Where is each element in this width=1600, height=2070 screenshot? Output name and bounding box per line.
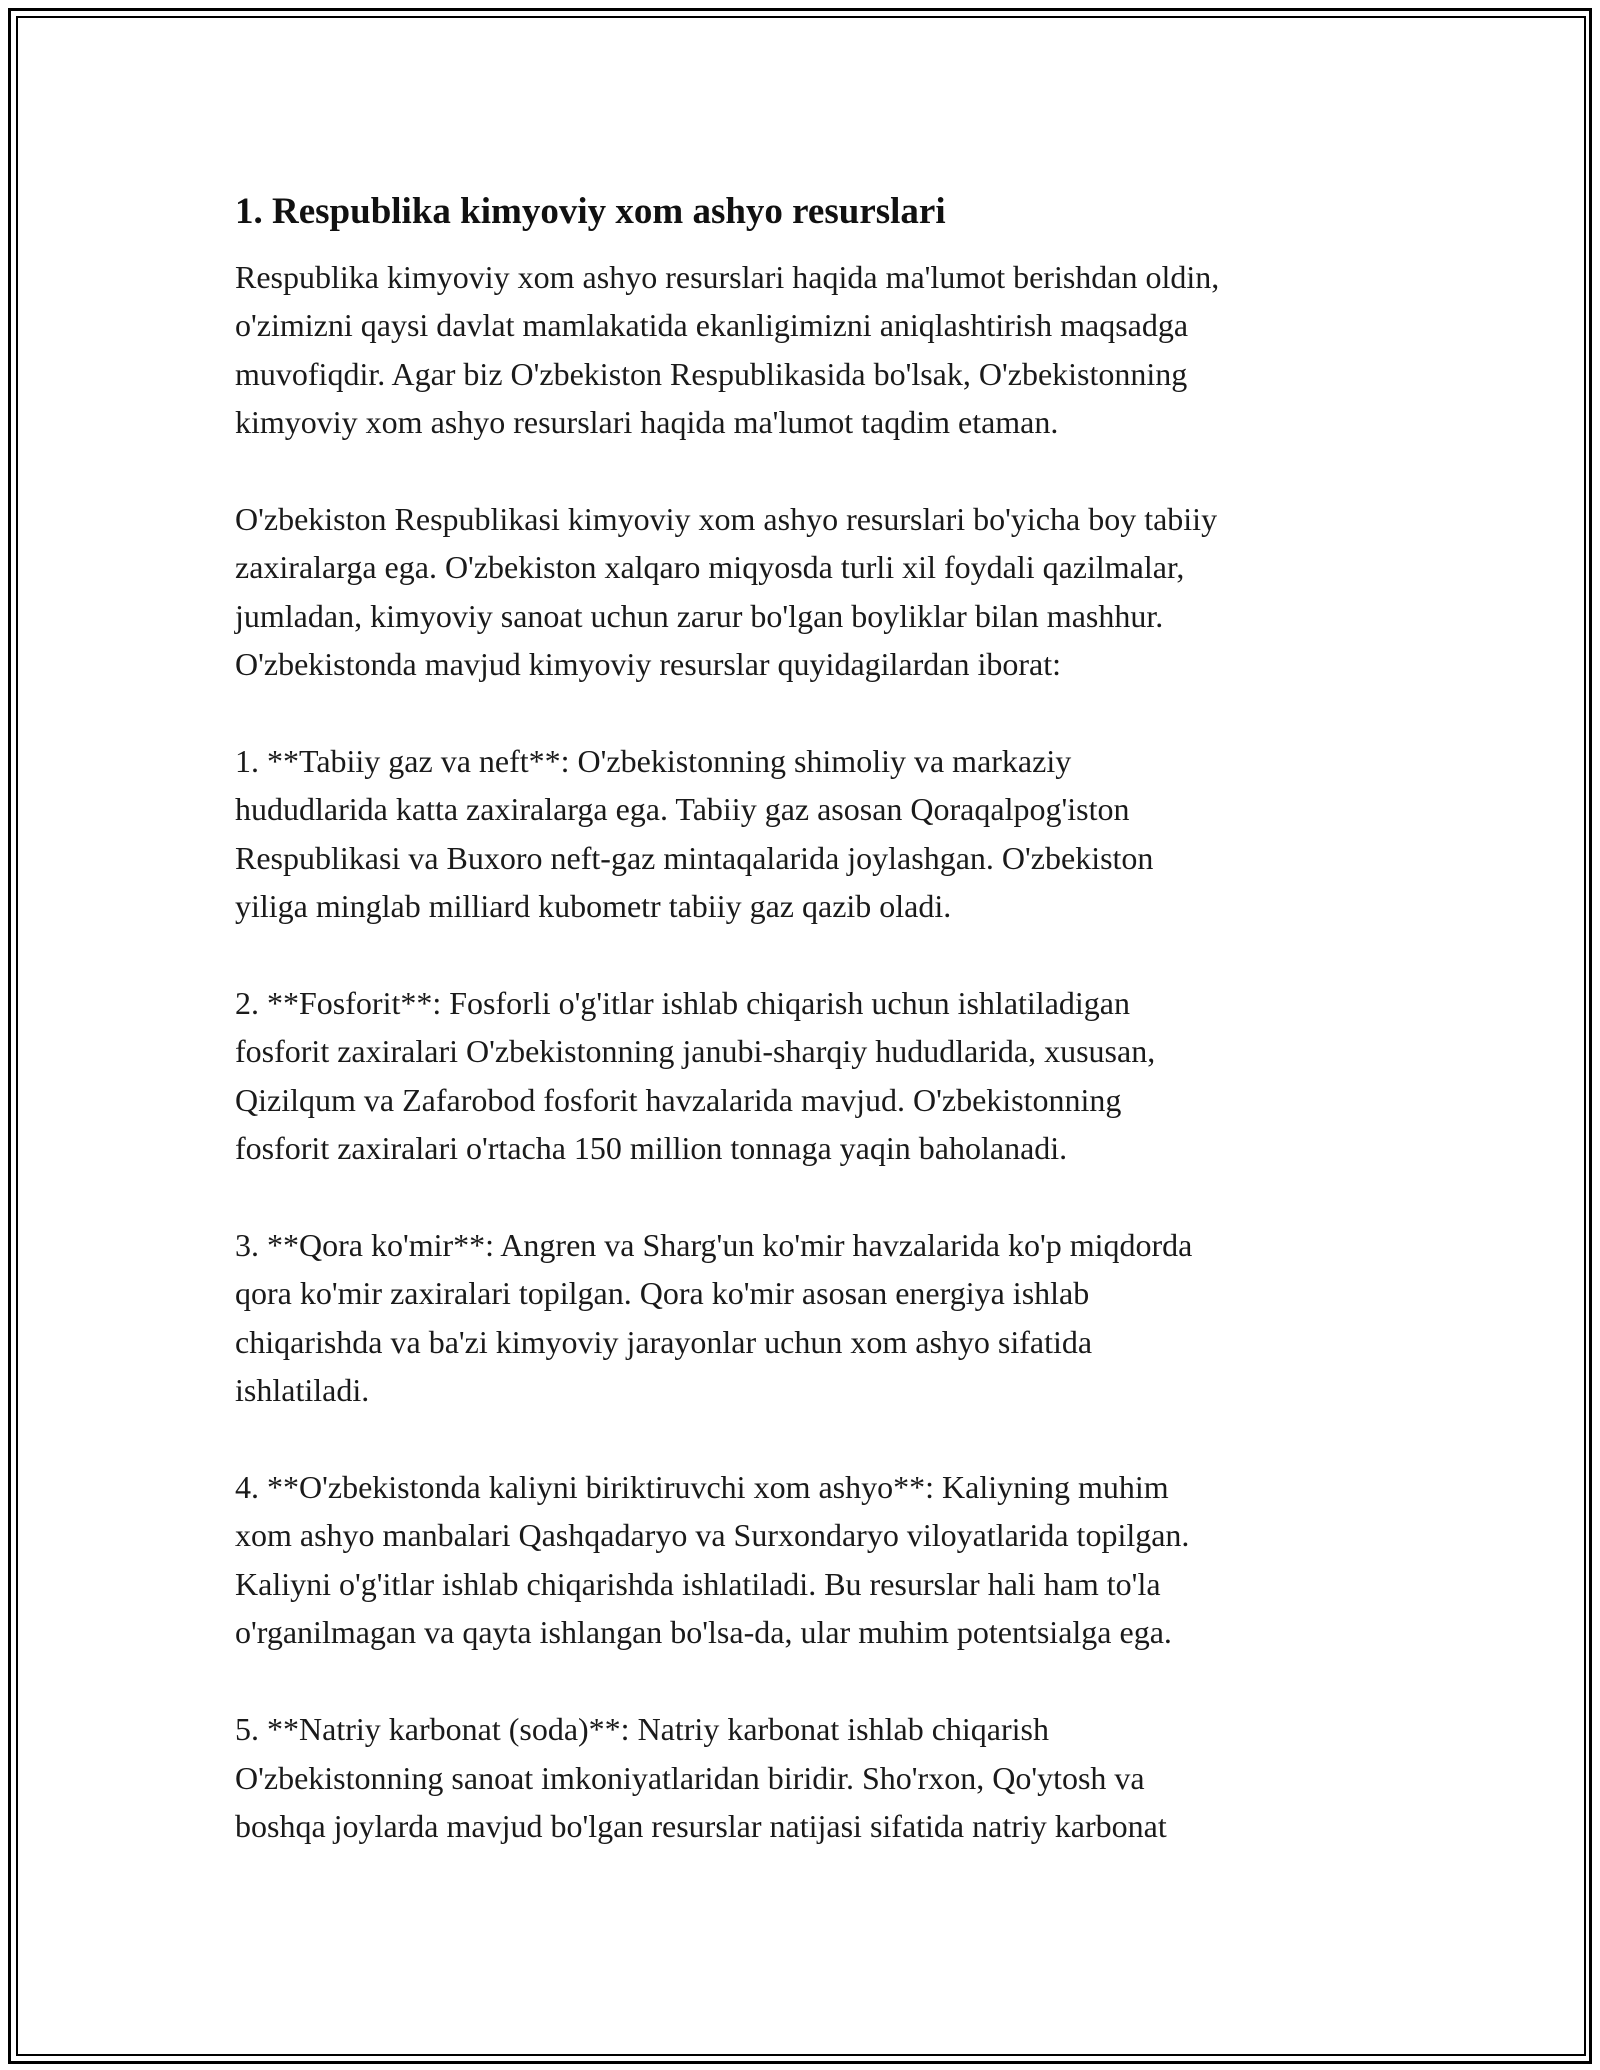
section-title: 1. Respublika kimyoviy xom ashyo resurslari — [235, 191, 946, 232]
text-line: o'zimizni qaysi davlat mamlakatida ekanligimizni aniqlashtirish maqsadga — [235, 307, 1189, 344]
text-line: xom ashyo manbalari Qashqadaryo va Surxondaryo viloyatlarida topilgan. — [235, 1517, 1190, 1554]
text-line: muvofiqdir. Agar biz O'zbekiston Respublikasida bo'lsak, O'zbekistonning — [235, 355, 1188, 392]
text-line: 1. **Tabiiy gaz va neft**: O'zbekistonning shimoliy va markaziy — [235, 743, 1072, 780]
list-item-soda — [235, 1705, 1395, 1850]
text-line: o'rganilmagan va qayta ishlangan bo'lsa-da, ular muhim potentsialga ega. — [235, 1614, 1172, 1651]
text-line: Kaliyni o'g'itlar ishlab chiqarishda ishlatiladi. Bu resurslar hali ham to'la — [235, 1565, 1161, 1602]
text-line: ishlatiladi. — [235, 1372, 370, 1409]
text-line: jumladan, kimyoviy sanoat uchun zarur bo'lgan boyliklar bilan mashhur. — [235, 597, 1164, 634]
text-line: O'zbekistonda mavjud kimyoviy resurslar quyidagilardan iborat: — [235, 646, 1062, 683]
text-line: zaxiralarga ega. O'zbekiston xalqaro miqyosda turli xil foydali qazilmalar, — [235, 549, 1185, 586]
text-line: O'zbekistonning sanoat imkoniyatlaridan biridir. Sho'rxon, Qo'ytosh va — [235, 1759, 1145, 1796]
list-item-potassium — [235, 1463, 1395, 1657]
text-line: hududlarida katta zaxiralarga ega. Tabiiy gaz asosan Qoraqalpog'iston — [235, 791, 1130, 828]
list-item-coal — [235, 1221, 1395, 1415]
text-line: fosforit zaxiralari o'rtacha 150 million tonnaga yaqin baholanadi. — [235, 1130, 1068, 1167]
text-line: boshqa joylarda mavjud bo'lgan resurslar natijasi sifatida natriy karbonat — [235, 1807, 1167, 1844]
text-line: 4. **O'zbekistonda kaliyni biriktiruvchi xom ashyo**: Kaliyning muhim — [235, 1469, 1169, 1506]
text-line: Qizilqum va Zafarobod fosforit havzalarida mavjud. O'zbekistonning — [235, 1081, 1122, 1118]
text-line: 3. **Qora ko'mir**: Angren va Sharg'un ko'mir havzalarida ko'p miqdorda — [235, 1227, 1193, 1264]
list-item-natural-gas — [235, 737, 1395, 931]
document-body — [235, 188, 1395, 1850]
text-line: Respublikasi va Buxoro neft-gaz mintaqalarida joylashgan. O'zbekiston — [235, 839, 1154, 876]
text-line: qora ko'mir zaxiralari topilgan. Qora ko'mir asosan energiya ishlab — [235, 1275, 1090, 1312]
paragraph-overview — [235, 495, 1395, 689]
text-line: fosforit zaxiralari O'zbekistonning janubi-sharqiy hududlarida, xususan, — [235, 1033, 1156, 1070]
paragraph-intro — [235, 253, 1395, 447]
text-line: yiliga minglab milliard kubometr tabiiy gaz qazib oladi. — [235, 888, 952, 925]
text-line: 5. **Natriy karbonat (soda)**: Natriy karbonat ishlab chiqarish — [235, 1711, 1049, 1748]
text-line: 2. **Fosforit**: Fosforli o'g'itlar ishlab chiqarish uchun ishlatiladigan — [235, 985, 1130, 1022]
text-line: Respublika kimyoviy xom ashyo resurslari haqida ma'lumot berishdan oldin, — [235, 259, 1220, 295]
text-line: kimyoviy xom ashyo resurslari haqida ma'lumot taqdim etaman. — [235, 404, 1059, 441]
text-line: O'zbekiston Respublikasi kimyoviy xom ashyo resurslari bo'yicha boy tabiiy — [235, 501, 1218, 538]
text-line: chiqarishda va ba'zi kimyoviy jarayonlar uchun xom ashyo sifatida — [235, 1323, 1093, 1360]
list-item-phosphorite — [235, 979, 1395, 1173]
